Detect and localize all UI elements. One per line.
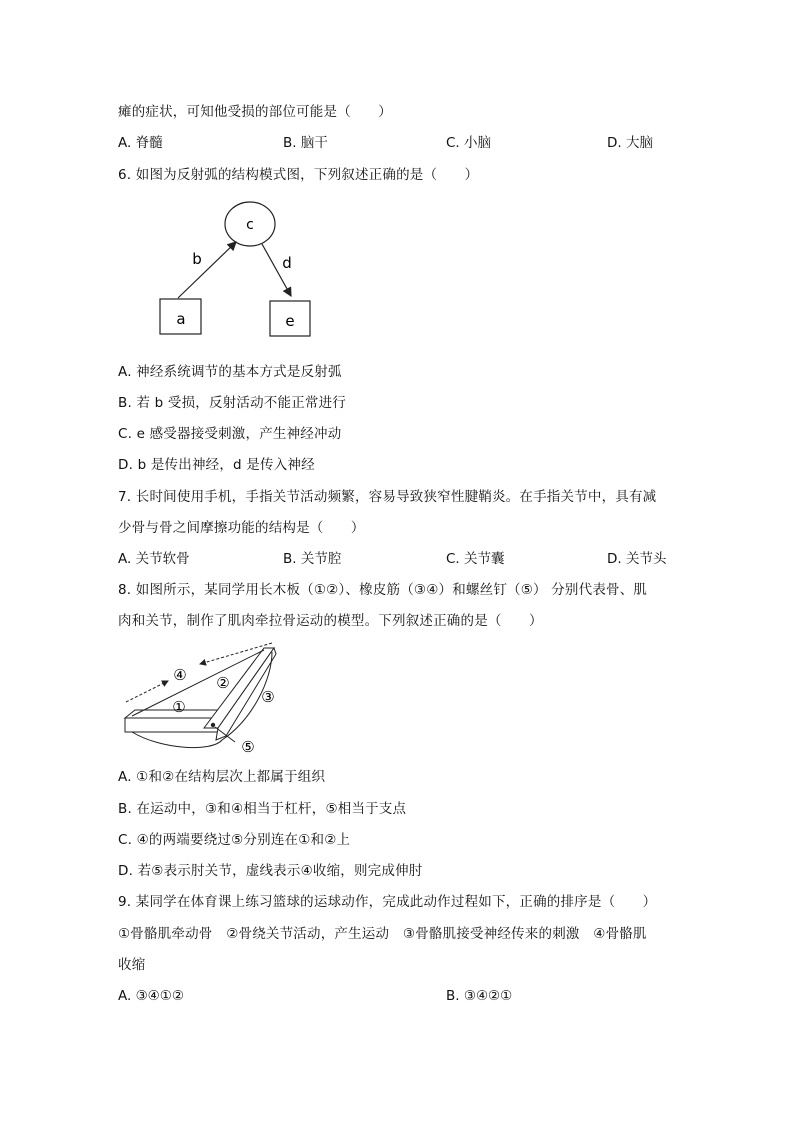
node-c-label: c (246, 217, 254, 233)
q7-option-c[interactable]: C. 关节囊 (446, 551, 505, 567)
q6-option-d[interactable]: D. b 是传出神经，d 是传入神经 (118, 457, 315, 473)
box-e-label: e (285, 312, 295, 330)
q6-stem: 6. 如图为反射弧的结构模式图，下列叙述正确的是（ ） (118, 167, 479, 183)
label-4: ④ (173, 666, 187, 684)
label-3: ③ (261, 688, 275, 706)
q7-stem-line2: 少骨与骨之间摩擦功能的结构是（ ） (118, 520, 365, 536)
q6-option-a[interactable]: A. 神经系统调节的基本方式是反射弧 (118, 364, 342, 380)
q5-stem-tail: 瘫的症状，可知他受损的部位可能是（ ） (118, 104, 392, 120)
q8-option-d[interactable]: D. 若⑤表示肘关节，虚线表示④收缩，则完成伸肘 (118, 863, 423, 879)
label-2: ② (216, 674, 230, 692)
label-d: d (282, 254, 292, 272)
q8-option-c[interactable]: C. ④的两端要绕过⑤分别连在①和②上 (118, 832, 351, 848)
reflex-arc-diagram (150, 192, 370, 342)
q5-option-d[interactable]: D. 大脑 (607, 135, 653, 151)
q8-stem-line2: 肉和关节，制作了肌肉牵拉骨运动的模型。下列叙述正确的是（ ） (118, 613, 543, 629)
q7-option-a[interactable]: A. 关节软骨 (118, 551, 190, 567)
label-5: ⑤ (241, 738, 255, 756)
dashed-arrow-up (126, 681, 168, 702)
q8-option-b[interactable]: B. 在运动中，③和④相当于杠杆，⑤相当于支点 (118, 801, 407, 817)
q5-option-a[interactable]: A. 脊髓 (118, 135, 163, 151)
q9-stem: 9. 某同学在体育课上练习篮球的运球动作，完成此动作过程如下，正确的排序是（ ） (118, 894, 657, 910)
q5-option-c[interactable]: C. 小脑 (446, 135, 492, 151)
q8-stem-line1: 8. 如图所示，某同学用长木板（①②）、橡皮筋（③④）和螺丝钉（⑤） 分别代表骨、肌 (118, 582, 648, 598)
label-b: b (192, 250, 202, 268)
q7-stem-line1: 7. 长时间使用手机，手指关节活动频繁，容易导致狭窄性腱鞘炎。在手指关节中，具有减 (118, 489, 657, 505)
arrow-b (178, 242, 236, 298)
label-1: ① (172, 698, 186, 716)
q5-option-b[interactable]: B. 脑干 (283, 135, 328, 151)
q9-steps-line2: 收缩 (118, 957, 146, 973)
q9-option-b[interactable]: B. ③④②① (446, 988, 513, 1004)
q9-steps-line1: ①骨骼肌牵动骨 ②骨绕关节活动，产生运动 ③骨骼肌接受神经传来的刺激 ④骨骼肌 (118, 926, 647, 942)
q7-option-d[interactable]: D. 关节头 (607, 551, 667, 567)
q6-option-c[interactable]: C. e 感受器接受刺激，产生神经冲动 (118, 426, 342, 442)
q9-option-a[interactable]: A. ③④①② (118, 988, 184, 1004)
q8-option-a[interactable]: A. ①和②在结构层次上都属于组织 (118, 769, 326, 785)
muscle-bone-model-diagram (122, 640, 282, 760)
q6-option-b[interactable]: B. 若 b 受损，反射活动不能正常进行 (118, 395, 346, 411)
box-a-label: a (176, 310, 186, 328)
q7-option-b[interactable]: B. 关节腔 (283, 551, 342, 567)
screw-5 (211, 723, 215, 727)
